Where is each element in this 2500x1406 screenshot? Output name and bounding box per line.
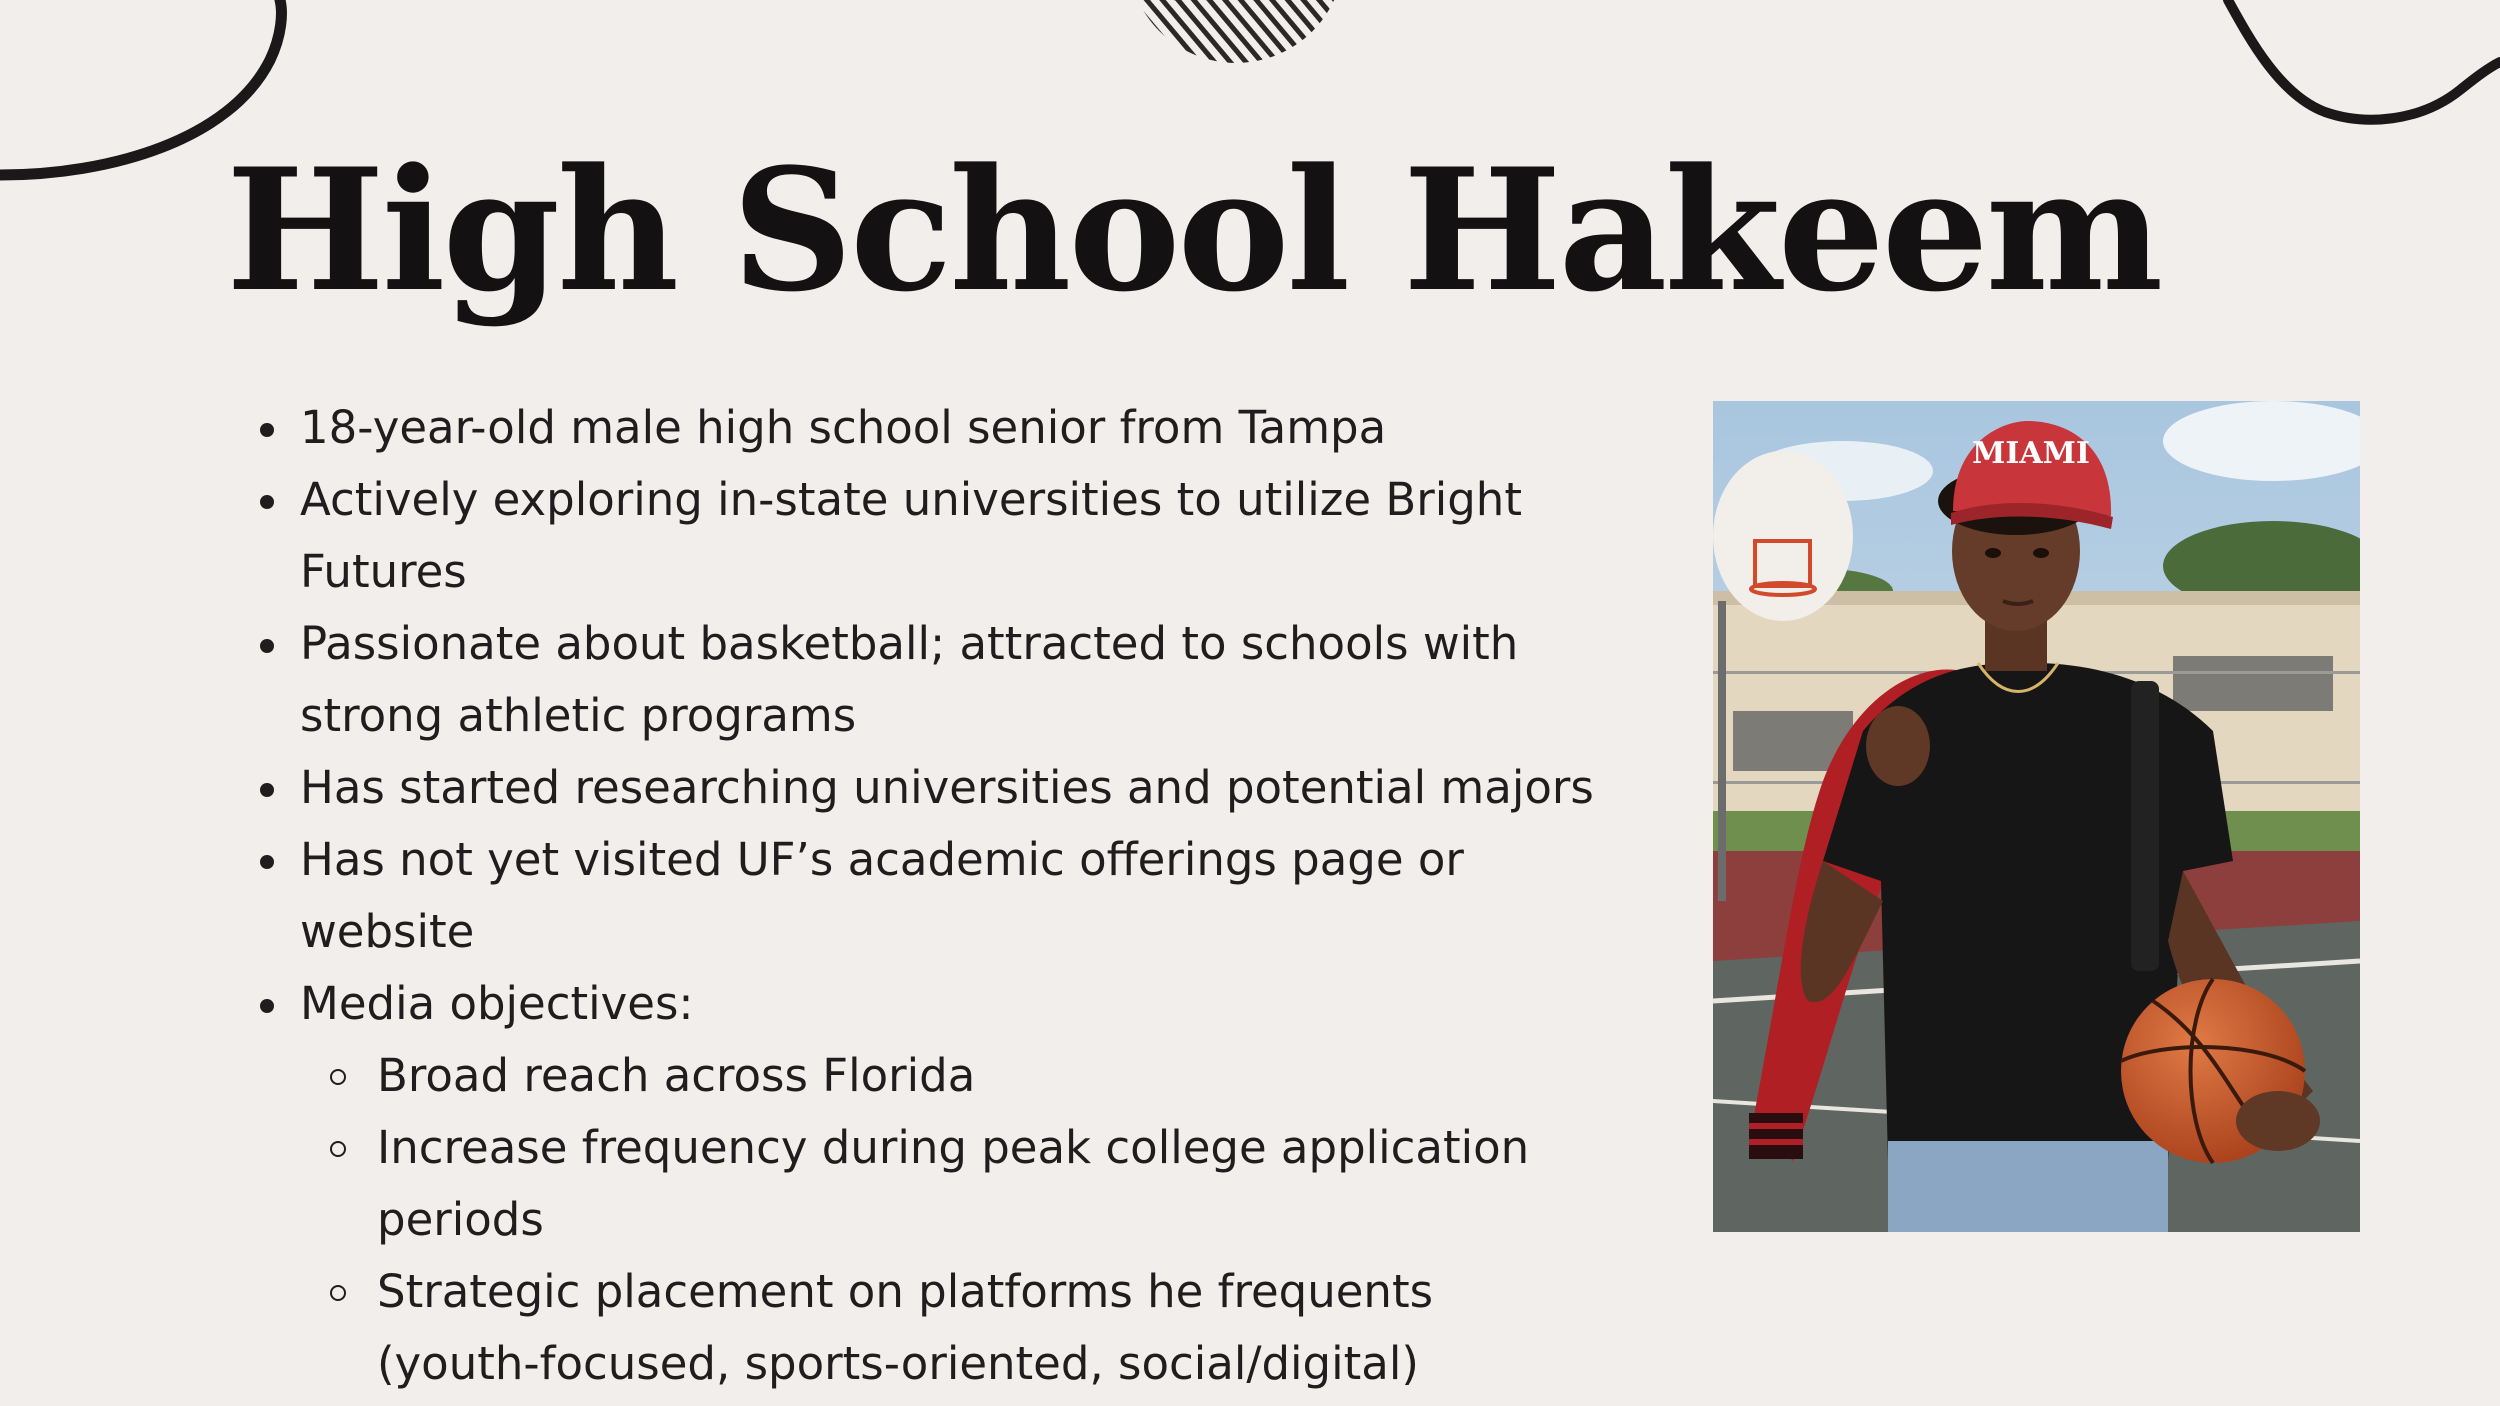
top-right-curve	[2228, 0, 2500, 120]
bullet-item: Has not yet visited UF’s academic offerings page or website	[228, 824, 1608, 968]
persona-bullet-list	[228, 392, 1608, 1400]
sub-bullet-item: Broad reach across Florida	[300, 1040, 1608, 1112]
bullet-item: Has started researching universities and potential majors	[228, 752, 1608, 824]
portrait-illustration	[1713, 401, 2360, 1232]
sub-bullet-list	[300, 1040, 1608, 1400]
sub-bullet-item: Strategic placement on platforms he frequents (youth-focused, sports-oriented, social/digital)	[300, 1256, 1608, 1400]
bullet-item: Actively exploring in-state universities to utilize Bright Futures	[228, 464, 1608, 608]
slide-title: High School Hakeem	[226, 131, 2161, 329]
bullet-label: Media objectives:	[300, 977, 694, 1030]
bullet-item: 18-year-old male high school senior from Tampa	[228, 392, 1608, 464]
portrait-photo	[1713, 401, 2360, 1232]
bullet-item: Passionate about basketball; attracted to schools with strong athletic programs	[228, 608, 1608, 752]
cap-text: MIAMI	[1972, 436, 2090, 471]
striped-half-circle	[1128, 0, 1344, 63]
bullet-item-media-objectives	[228, 968, 1608, 1400]
sub-bullet-item: Increase frequency during peak college application periods	[300, 1112, 1608, 1256]
